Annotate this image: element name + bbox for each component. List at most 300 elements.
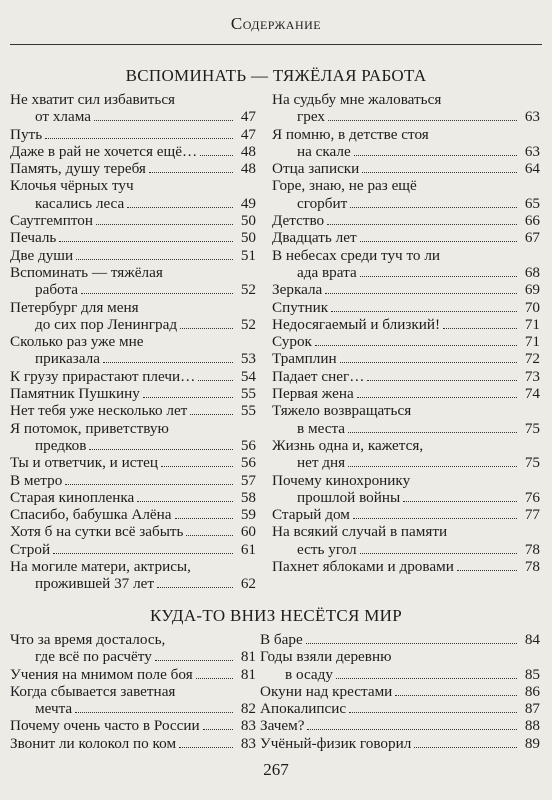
toc-entry-title: Вспоминать — тяжёлая — [10, 263, 163, 281]
toc-page-number: 62 — [240, 575, 256, 593]
toc-page-number: 66 — [524, 212, 540, 230]
toc-entry-title: Горе, знаю, не раз ещё — [272, 177, 417, 195]
toc-entry-line — [272, 420, 540, 437]
toc-entry-title: Учения на мнимом поле боя — [10, 665, 193, 683]
toc-leader-dots — [127, 195, 233, 208]
toc-entry-title: до сих пор Ленинград — [35, 315, 178, 333]
toc-entry — [10, 541, 256, 558]
toc-entry — [272, 523, 540, 558]
toc-entry-title: прошлой войны — [297, 488, 401, 506]
toc-entry — [272, 126, 540, 161]
toc-entry — [272, 368, 540, 385]
toc-page-number: 47 — [240, 125, 256, 143]
toc-entry-title: от хлама — [35, 108, 91, 126]
toc-entry-line — [272, 247, 540, 264]
toc-entry — [10, 299, 256, 334]
toc-entry-title: Почему кинохронику — [272, 471, 411, 489]
toc-leader-dots — [179, 735, 233, 748]
toc-page-number: 55 — [240, 402, 256, 420]
toc-leader-dots — [457, 558, 517, 571]
toc-entry — [10, 264, 256, 299]
toc-entry-line — [10, 700, 256, 717]
toc-entry-title: в места — [297, 419, 346, 437]
toc-page-number: 65 — [524, 194, 540, 212]
toc-entry-line — [10, 229, 256, 246]
toc-entry-line — [10, 489, 256, 506]
toc-entry — [272, 299, 540, 316]
toc-leader-dots — [348, 420, 517, 433]
toc-entry — [272, 350, 540, 367]
toc-entry-line — [272, 385, 540, 402]
toc-entry-line — [260, 735, 540, 752]
toc-entry-line — [260, 631, 540, 648]
toc-entry — [10, 368, 256, 385]
toc-page-number: 70 — [524, 298, 540, 316]
toc-entry-title: Сколько раз уже мне — [10, 333, 144, 351]
toc-entry-title: В метро — [10, 471, 63, 489]
toc-entry-title: Двадцать лет — [272, 229, 357, 247]
section-title-1: ВСПОМИНАТЬ — ТЯЖЁЛАЯ РАБОТА — [125, 66, 427, 85]
toc-page-number: 77 — [524, 506, 540, 524]
toc-leader-dots — [103, 350, 233, 363]
toc-entry-title: мечта — [35, 700, 73, 718]
toc-entry — [10, 247, 256, 264]
toc-entry-line — [10, 541, 256, 558]
toc-entry-line — [260, 683, 540, 700]
toc-entry-title: Пахнет яблоками и дровами — [272, 558, 454, 576]
toc-page-number: 51 — [240, 246, 256, 264]
toc-leader-dots — [76, 247, 233, 260]
toc-entry-line — [10, 350, 256, 367]
toc-entry-line — [10, 126, 256, 143]
toc-entry — [10, 523, 256, 540]
toc-page-number: 73 — [524, 367, 540, 385]
toc-entry-title: Что за время досталось, — [10, 631, 166, 648]
toc-leader-dots — [367, 368, 517, 381]
toc-leader-dots — [331, 299, 517, 312]
toc-entry-title: Тяжело возвращаться — [272, 402, 412, 420]
toc-entry-line — [272, 472, 540, 489]
toc-entry — [272, 281, 540, 298]
toc-entry-line — [272, 108, 540, 125]
toc-entry — [272, 472, 540, 507]
toc-leader-dots — [350, 195, 517, 208]
toc-entry-line — [10, 247, 256, 264]
toc-page-number: 82 — [240, 700, 256, 718]
toc-entry-title: Две души — [10, 246, 74, 264]
toc-entry-line — [272, 350, 540, 367]
toc-entry-line — [272, 195, 540, 212]
page-number: 267 — [263, 760, 289, 779]
toc-entry — [272, 506, 540, 523]
toc-entry — [272, 437, 540, 472]
toc-entry-line — [272, 402, 540, 419]
toc-page-number: 83 — [240, 734, 256, 752]
toc-page-number: 56 — [240, 454, 256, 472]
toc-entry-line — [260, 666, 540, 683]
toc-entry-line — [10, 420, 256, 437]
toc-entry-title: Память, душу теребя — [10, 160, 146, 178]
toc-entry-line — [272, 489, 540, 506]
toc-entry — [272, 558, 540, 575]
toc-entry-title: Учёный-физик говорил — [260, 734, 412, 752]
toc-leader-dots — [348, 454, 517, 467]
toc-entry — [10, 631, 256, 666]
toc-entry-line — [272, 160, 540, 177]
toc-entry-title: Зачем? — [260, 717, 305, 735]
toc-leader-dots — [198, 368, 233, 381]
toc-leader-dots — [157, 575, 233, 588]
toc-entry-title: нет дня — [297, 454, 346, 472]
toc-page-number: 50 — [240, 229, 256, 247]
toc-entry — [10, 229, 256, 246]
toc-entry-title: предков — [35, 436, 87, 454]
toc-entry — [260, 648, 540, 683]
toc-column-2-right — [260, 631, 540, 752]
toc-entry-title: Нет тебя уже несколько лет — [10, 402, 188, 420]
toc-entry-title: Я потомок, приветствую — [10, 419, 169, 437]
toc-page-number: 55 — [240, 385, 256, 403]
toc-entry — [272, 316, 540, 333]
toc-entry-line — [10, 735, 256, 752]
toc-entry — [10, 558, 256, 593]
toc-entry-title: сгорбит — [297, 194, 348, 212]
toc-page-number: 75 — [524, 419, 540, 437]
toc-leader-dots — [96, 212, 233, 225]
toc-entry — [10, 177, 256, 212]
toc-entry-title: приказала — [35, 350, 100, 368]
toc-entry — [272, 177, 540, 212]
toc-entry-line — [10, 195, 256, 212]
toc-leader-dots — [45, 126, 233, 139]
toc-leader-dots — [340, 350, 517, 363]
toc-entry-title: прожившей 37 лет — [35, 575, 155, 593]
toc-entry-title: Трамплин — [272, 350, 337, 368]
toc-entry-line — [10, 631, 256, 648]
toc-entry — [10, 489, 256, 506]
toc-entry-title: В баре — [260, 631, 303, 648]
toc-entry — [272, 247, 540, 282]
toc-entry-title: Памятник Пушкину — [10, 385, 140, 403]
toc-leader-dots — [53, 541, 233, 554]
toc-leader-dots — [75, 700, 233, 713]
toc-column-1-right — [272, 91, 540, 575]
toc-page-number: 52 — [240, 315, 256, 333]
toc-entry-line — [10, 454, 256, 471]
toc-leader-dots — [354, 143, 517, 156]
toc-entry-title: Спасибо, бабушка Алёна — [10, 506, 172, 524]
toc-leader-dots — [327, 212, 517, 225]
toc-entry-line — [10, 264, 256, 281]
toc-entry-line — [272, 212, 540, 229]
toc-entry-line — [10, 385, 256, 402]
toc-entry-title: На всякий случай в памяти — [272, 523, 448, 541]
toc-entry-title: Отца записки — [272, 160, 360, 178]
toc-page-number: 74 — [524, 385, 540, 403]
toc-entry — [260, 735, 540, 752]
toc-entry-line — [272, 523, 540, 540]
toc-leader-dots — [89, 437, 233, 450]
toc-leader-dots — [395, 683, 517, 696]
toc-page-number: 86 — [524, 682, 540, 700]
toc-page-number: 78 — [524, 558, 540, 576]
toc-page-number: 63 — [524, 142, 540, 160]
toc-leader-dots — [360, 541, 517, 554]
toc-entry-line — [10, 506, 256, 523]
running-head: Содержание — [230, 14, 322, 33]
toc-page-number: 54 — [240, 367, 256, 385]
toc-leader-dots — [190, 402, 233, 415]
toc-leader-dots — [175, 506, 233, 519]
toc-entry-title: Петербург для меня — [10, 298, 139, 316]
toc-entry-title: Печаль — [10, 229, 57, 247]
toc-entry-title: касались леса — [35, 194, 125, 212]
toc-entry-title: Зеркала — [272, 281, 323, 299]
toc-page-number: 64 — [524, 160, 540, 178]
toc-entry-title: Падает снег… — [272, 367, 365, 385]
toc-entry-line — [272, 264, 540, 281]
toc-entry — [10, 454, 256, 471]
toc-entry-line — [10, 472, 256, 489]
toc-entry-title: Звонит ли колокол по ком — [10, 734, 177, 752]
toc-entry-line — [272, 437, 540, 454]
toc-entry-line — [10, 368, 256, 385]
toc-entry-title: Строй — [10, 540, 51, 558]
toc-entry — [10, 333, 256, 368]
toc-page-number: 87 — [524, 700, 540, 718]
toc-leader-dots — [353, 506, 517, 519]
section-title-2: КУДА-ТО ВНИЗ НЕСЁТСЯ МИР — [150, 606, 402, 625]
toc-entry — [10, 735, 256, 752]
toc-entry-line — [10, 333, 256, 350]
toc-entry — [10, 143, 256, 160]
toc-page-number: 67 — [524, 229, 540, 247]
toc-entry-line — [272, 143, 540, 160]
toc-entry — [272, 212, 540, 229]
toc-leader-dots — [443, 316, 517, 329]
toc-entry-title: грех — [297, 108, 325, 126]
toc-page-number: 85 — [524, 665, 540, 683]
toc-leader-dots — [59, 229, 233, 242]
toc-leader-dots — [196, 666, 233, 679]
toc-leader-dots — [149, 160, 233, 173]
toc-entry-title: Ты и ответчик, и истец — [10, 454, 158, 472]
toc-entry — [272, 402, 540, 437]
toc-entry-line — [272, 368, 540, 385]
toc-page-number: 71 — [524, 315, 540, 333]
toc-entry — [10, 160, 256, 177]
toc-entry-line — [272, 126, 540, 143]
toc-entry-title: К грузу прирастают плечи… — [10, 367, 196, 385]
toc-entry — [10, 683, 256, 718]
toc-entry-title: Даже в рай не хочется ещё… — [10, 142, 198, 160]
toc-entry — [272, 333, 540, 350]
toc-entry-title: В небесах среди туч то ли — [272, 246, 441, 264]
toc-entry-line — [10, 108, 256, 125]
toc-entry-line — [260, 648, 540, 665]
toc-entry — [10, 717, 256, 734]
toc-entry-line — [272, 91, 540, 108]
toc-entry-title: Апокалипсис — [260, 700, 347, 718]
toc-entry-title: Клочья чёрных туч — [10, 177, 134, 195]
toc-entry-line — [10, 558, 256, 575]
toc-entry-line — [272, 454, 540, 471]
toc-entry-line — [10, 281, 256, 298]
toc-entry-line — [10, 402, 256, 419]
toc-entry-title: На судьбу мне жаловаться — [272, 91, 442, 108]
toc-leader-dots — [403, 489, 517, 502]
toc-leader-dots — [203, 717, 233, 730]
toc-page-number: 59 — [240, 506, 256, 524]
toc-entry-title: Не хватит сил избавиться — [10, 91, 176, 108]
toc-entry-line — [260, 717, 540, 734]
toc-leader-dots — [360, 264, 517, 277]
toc-entry-line — [272, 333, 540, 350]
toc-page-number: 81 — [240, 648, 256, 666]
toc-entry — [10, 385, 256, 402]
toc-entry-title: есть угол — [297, 540, 357, 558]
toc-entry-line — [272, 229, 540, 246]
toc-entry-line — [10, 648, 256, 665]
toc-page-number: 78 — [524, 540, 540, 558]
toc-entry-line — [10, 212, 256, 229]
toc-leader-dots — [360, 229, 517, 242]
toc-entry — [10, 472, 256, 489]
toc-entry — [260, 683, 540, 700]
toc-page-number: 88 — [524, 717, 540, 735]
toc-entry — [272, 385, 540, 402]
toc-entry-title: Спутник — [272, 298, 329, 316]
toc-page-number: 75 — [524, 454, 540, 472]
toc-column-1-left — [10, 91, 256, 593]
toc-page-number: 56 — [240, 436, 256, 454]
toc-entry-title: Почему очень часто в России — [10, 717, 200, 735]
toc-page-number: 48 — [240, 142, 256, 160]
toc-entry — [260, 717, 540, 734]
toc-page-number: 53 — [240, 350, 256, 368]
toc-entry-title: Недосягаемый и близкий! — [272, 315, 441, 333]
toc-entry — [272, 91, 540, 126]
toc-leader-dots — [180, 316, 233, 329]
toc-entry — [272, 229, 540, 246]
toc-leader-dots — [161, 454, 233, 467]
toc-entry — [10, 506, 256, 523]
toc-page-number: 58 — [240, 488, 256, 506]
toc-page-number: 76 — [524, 488, 540, 506]
toc-page-number: 89 — [524, 734, 540, 752]
toc-entry — [10, 91, 256, 126]
toc-entry-line — [10, 91, 256, 108]
toc-entry-line — [10, 683, 256, 700]
toc-leader-dots — [94, 108, 233, 121]
toc-entry — [260, 631, 540, 648]
toc-entry-title: работа — [35, 281, 79, 299]
toc-leader-dots — [357, 385, 517, 398]
toc-page-number: 52 — [240, 281, 256, 299]
toc-leader-dots — [307, 717, 517, 730]
toc-entry-line — [10, 717, 256, 734]
toc-leader-dots — [137, 489, 233, 502]
toc-page-number: 81 — [240, 665, 256, 683]
toc-leader-dots — [328, 108, 517, 121]
toc-page-number: 84 — [524, 631, 540, 648]
toc-page-number: 71 — [524, 333, 540, 351]
toc-entry-line — [10, 177, 256, 194]
toc-entry-title: Старый дом — [272, 506, 350, 524]
toc-entry-line — [10, 437, 256, 454]
toc-entry-line — [10, 523, 256, 540]
toc-page-number: 49 — [240, 194, 256, 212]
toc-entry-title: Первая жена — [272, 385, 354, 403]
toc-entry-line — [272, 177, 540, 194]
toc-leader-dots — [65, 472, 233, 485]
toc-entry-line — [10, 316, 256, 333]
toc-page-number: 48 — [240, 160, 256, 178]
toc-page-number: 83 — [240, 717, 256, 735]
toc-entry-line — [10, 160, 256, 177]
toc-leader-dots — [155, 648, 233, 661]
toc-leader-dots — [325, 281, 517, 294]
toc-page-number: 50 — [240, 212, 256, 230]
toc-entry — [10, 212, 256, 229]
toc-leader-dots — [186, 523, 233, 536]
toc-leader-dots — [336, 666, 517, 679]
toc-entry-title: Окуни над крестами — [260, 682, 393, 700]
toc-entry-title: Детство — [272, 212, 325, 230]
toc-page-number: 60 — [240, 523, 256, 541]
toc-entry-title: на скале — [297, 142, 351, 160]
toc-entry-title: Когда сбывается заветная — [10, 682, 176, 700]
toc-entry-title: Путь — [10, 125, 43, 143]
toc-entry-title: Саутгемптон — [10, 212, 93, 230]
toc-leader-dots — [306, 631, 517, 644]
toc-page-number: 72 — [524, 350, 540, 368]
toc-leader-dots — [315, 333, 517, 346]
toc-page-number: 57 — [240, 471, 256, 489]
toc-entry-title: На могиле матери, актрисы, — [10, 558, 191, 576]
toc-entry-line — [10, 299, 256, 316]
toc-entry-title: Старая кинопленка — [10, 488, 135, 506]
toc-entry — [10, 126, 256, 143]
toc-leader-dots — [200, 143, 233, 156]
toc-entry-title: Жизнь одна и, кажется, — [272, 436, 424, 454]
toc-entry-line — [272, 299, 540, 316]
toc-entry-title: Хотя б на сутки всё забыть — [10, 523, 184, 541]
toc-leader-dots — [414, 735, 517, 748]
toc-entry-line — [272, 506, 540, 523]
toc-entry-title: Годы взяли деревню — [260, 648, 392, 666]
toc-entry-title: Я помню, в детстве стоя — [272, 125, 429, 143]
toc-page-number: 47 — [240, 108, 256, 126]
toc-entry-line — [10, 666, 256, 683]
toc-entry-line — [272, 558, 540, 575]
toc-entry — [10, 420, 256, 455]
toc-entry-title: Сурок — [272, 333, 312, 351]
header-rule — [10, 44, 542, 45]
toc-leader-dots — [143, 385, 233, 398]
toc-entry — [272, 160, 540, 177]
toc-entry-line — [272, 541, 540, 558]
toc-page-number: 68 — [524, 263, 540, 281]
toc-page-number: 63 — [524, 108, 540, 126]
toc-entry — [260, 700, 540, 717]
toc-entry — [10, 402, 256, 419]
toc-entry — [10, 666, 256, 683]
toc-entry-title: в осаду — [285, 665, 333, 683]
toc-entry-line — [10, 575, 256, 592]
toc-page-number: 69 — [524, 281, 540, 299]
toc-entry-line — [260, 700, 540, 717]
